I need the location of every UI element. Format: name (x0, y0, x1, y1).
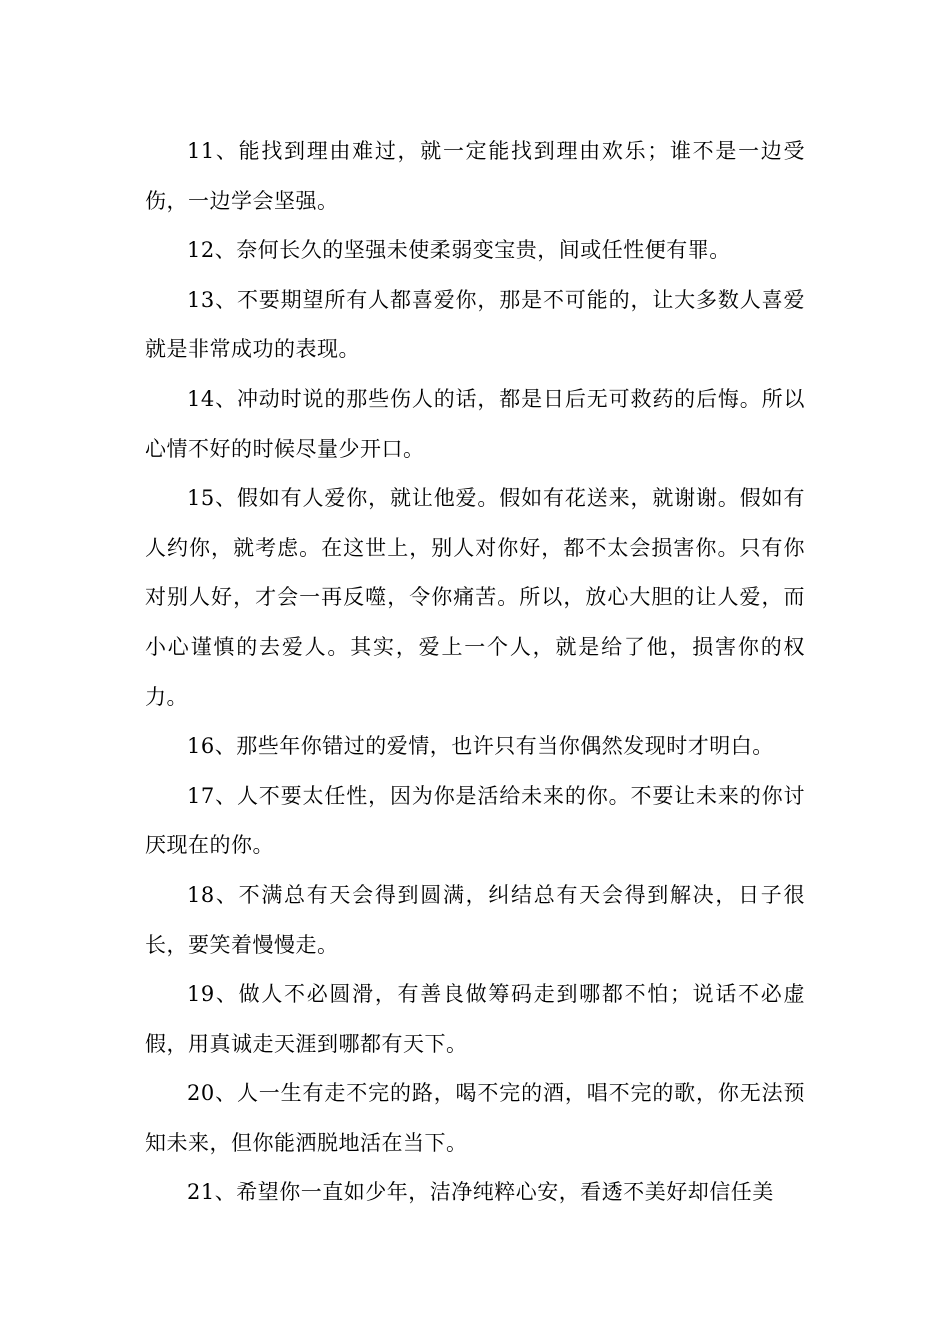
paragraph-15: 15、假如有人爱你，就让他爱。假如有花送来，就谢谢。假如有人约你，就考虑。在这世上，别人对你好，都不太会损害你。只有你对别人好，才会一再反噬，令你痛苦。所以，放心大胆的让人爱，而小心谨慎的去爱人。其实，爱上一个人，就是给了他，损害你的权力。 (145, 486, 805, 709)
document-body (145, 127, 805, 1218)
paragraph-18: 18、不满总有天会得到圆满，纠结总有天会得到解决，日子很长，要笑着慢慢走。 (145, 882, 805, 957)
paragraph-11: 11、能找到理由难过，就一定能找到理由欢乐；谁不是一边受伤，一边学会坚强。 (145, 139, 805, 213)
paragraph-19: 19、做人不必圆滑，有善良做筹码走到哪都不怕；说话不必虚假，用真诚走天涯到哪都有天下。 (145, 982, 805, 1056)
paragraph-16: 16、那些年你错过的爱情，也许只有当你偶然发现时才明白。 (187, 734, 774, 759)
paragraph-14: 14、冲动时说的那些伤人的话，都是日后无可救药的后悔。所以心情不好的时候尽量少开口。 (145, 386, 805, 461)
paragraph-21: 21、希望你一直如少年，洁净纯粹心安，看透不美好却信任美 (187, 1180, 774, 1205)
paragraph-12: 12、奈何长久的坚强未使柔弱变宝贵，间或任性便有罪。 (187, 238, 731, 263)
paragraph-13: 13、不要期望所有人都喜爱你，那是不可能的，让大多数人喜爱就是非常成功的表现。 (145, 287, 805, 362)
paragraph-20: 20、人一生有走不完的路，喝不完的酒，唱不完的歌，你无法预知未来，但你能洒脱地活在当下。 (145, 1081, 805, 1155)
paragraph-17: 17、人不要太任性，因为你是活给未来的你。不要让未来的你讨厌现在的你。 (145, 783, 805, 858)
